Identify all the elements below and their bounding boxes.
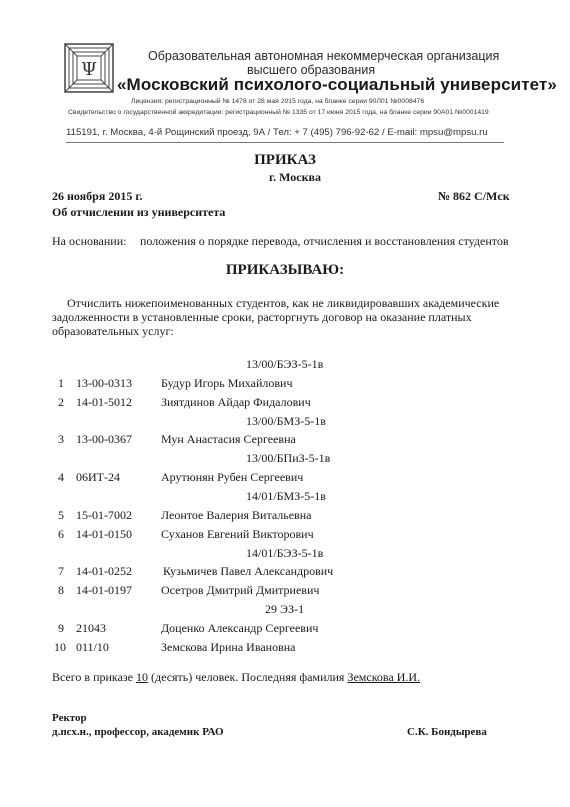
student-id: 21043	[76, 621, 106, 635]
student-name: Зиятдинов Айдар Фидалович	[161, 395, 311, 409]
doc-title: ПРИКАЗ	[254, 152, 316, 168]
basis-label: На основании:	[52, 234, 127, 248]
group-header: 13/00/БМЗ-5-1в	[246, 414, 326, 428]
order-word: ПРИКАЗЫВАЮ:	[225, 262, 345, 278]
signatory-role: Ректор	[52, 712, 87, 724]
student-name: Мун Анастасия Сергеевна	[161, 432, 296, 446]
row-number: 3	[58, 432, 64, 446]
doc-subject: Об отчислении из университета	[52, 205, 226, 219]
org-line-2: высшего образования	[247, 63, 376, 77]
row-number: 2	[58, 395, 64, 409]
student-id: 14-01-0150	[76, 527, 132, 541]
doc-date: 26 ноября 2015 г.	[52, 189, 143, 203]
header-divider	[66, 142, 504, 143]
signatory-name: С.К. Бондырева	[407, 726, 487, 738]
psi-logo-icon	[64, 43, 114, 93]
intro-first-line: Отчислить нижепоименованных студентов, как не ликвидировавших академические	[67, 296, 500, 310]
svg-text:Ψ: Ψ	[81, 59, 97, 80]
license-line: Лицензия: регистрационный № 1478 от 28 мая 2015 года, на бланке серии 90Л01 №0008476	[131, 98, 425, 105]
student-name: Осетров Дмитрий Дмитриевич	[161, 583, 320, 597]
signatory-block	[52, 711, 224, 739]
total-line	[52, 670, 420, 685]
student-id: 15-01-7002	[76, 508, 132, 522]
row-number: 7	[58, 564, 64, 578]
group-header: 29 ЭЗ-1	[265, 602, 305, 616]
group-header: 13/00/БПиЗ-5-1в	[246, 451, 331, 465]
row-number: 1	[58, 376, 64, 390]
row-number: 8	[58, 583, 64, 597]
student-id: 13-00-0313	[76, 376, 132, 390]
org-name: «Московский психолого-социальный университет»	[117, 75, 557, 94]
accreditation-line: Свидетельство о государственной аккредитации: регистрационный № 1335 от 17 июня 2015 года, на бланке серии 90А01 №0001419	[68, 109, 489, 116]
total-count: 10	[135, 670, 148, 684]
intro-paragraph	[52, 296, 517, 338]
signatory-degrees: д.псх.н., профессор, академик РАО	[52, 726, 224, 738]
student-id: 14-01-5012	[76, 395, 132, 409]
student-name: Леонтое Валерия Витальевна	[161, 508, 312, 522]
student-name: Земскова Ирина Ивановна	[161, 640, 296, 654]
student-id: 13-00-0367	[76, 432, 132, 446]
student-id: 14-01-0197	[76, 583, 132, 597]
address-line: 115191, г. Москва, 4-й Рощинский проезд, 9А / Тел: + 7 (495) 796-92-62 / E-mail: mpsu@mpsu.ru	[66, 127, 488, 138]
total-count-words: (десять) человек. Последняя фамилия	[147, 670, 348, 684]
group-header: 14/01/БМЗ-5-1в	[246, 489, 326, 503]
row-number: 5	[58, 508, 64, 522]
row-number: 4	[58, 470, 64, 484]
student-id: 06ИТ-24	[76, 470, 120, 484]
group-header: 13/00/БЭЗ-5-1в	[246, 357, 324, 371]
student-id: 011/10	[76, 640, 109, 654]
basis-text: положения о порядке перевода, отчисления и восстановления студентов	[140, 234, 509, 248]
student-name: Суханов Евгений Викторович	[161, 527, 314, 541]
doc-number: № 862 С/Мск	[438, 189, 510, 203]
student-id: 14-01-0252	[76, 564, 132, 578]
student-name: Арутюнян Рубен Сергеевич	[161, 470, 304, 484]
student-name: Доценко Александр Сергеевич	[161, 621, 319, 635]
doc-city: г. Москва	[269, 170, 321, 184]
total-prefix: Всего в приказе	[52, 670, 136, 684]
student-name: Будур Игорь Михайлович	[161, 376, 293, 390]
row-number: 6	[58, 527, 64, 541]
intro-rest: задолженности в установленные сроки, расторгнуть договор на оказание платных образовательных услуг:	[52, 310, 472, 338]
row-number: 10	[54, 640, 66, 654]
student-name: Кузьмичев Павел Александрович	[163, 564, 334, 578]
org-line-1: Образовательная автономная некоммерческая организация	[148, 49, 500, 63]
row-number: 9	[58, 621, 64, 635]
total-last-name: Земскова И.И.	[347, 670, 421, 684]
group-header: 14/01/БЭЗ-5-1в	[246, 546, 324, 560]
